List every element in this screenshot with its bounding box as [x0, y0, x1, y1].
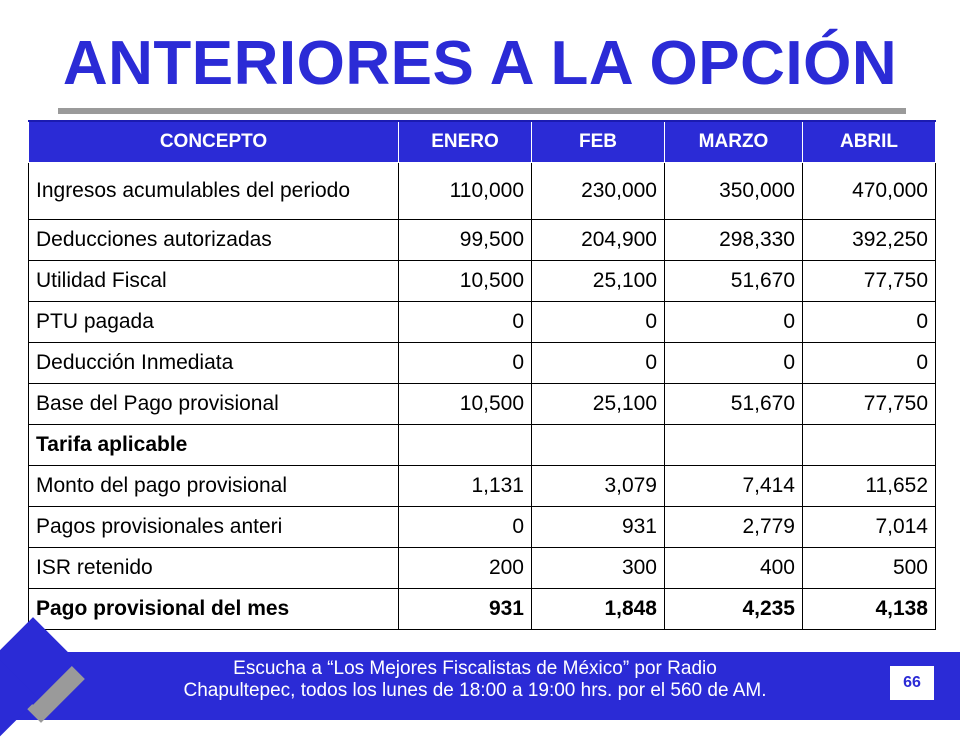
page-title: ANTERIORES A LA OPCIÓN: [62, 29, 898, 98]
row-concept: Ingresos acumulables del periodo: [29, 163, 399, 220]
cell-value: 500: [803, 548, 936, 589]
cell-value: [803, 425, 936, 466]
cell-value: 350,000: [665, 163, 803, 220]
cell-value: 10,500: [399, 261, 532, 302]
cell-value: 0: [665, 302, 803, 343]
cell-value: 2,779: [665, 507, 803, 548]
cell-value: 0: [399, 507, 532, 548]
table-row: [29, 302, 936, 343]
cell-value: 931: [399, 589, 532, 630]
page-number: 66: [888, 664, 936, 702]
header-concepto: CONCEPTO: [29, 121, 399, 163]
cell-value: 7,414: [665, 466, 803, 507]
cell-value: 51,670: [665, 261, 803, 302]
row-concept: Base del Pago provisional: [29, 384, 399, 425]
header-marzo: MARZO: [665, 121, 803, 163]
cell-value: 0: [532, 343, 665, 384]
cell-value: 4,235: [665, 589, 803, 630]
footer-line-1: Escucha a “Los Mejores Fiscalistas de México” por Radio: [233, 658, 717, 679]
tax-table: [28, 120, 936, 630]
title-divider: [58, 108, 906, 114]
row-concept: Pago provisional del mes: [29, 589, 399, 630]
cell-value: [532, 425, 665, 466]
cell-value: 230,000: [532, 163, 665, 220]
cell-value: 0: [399, 343, 532, 384]
row-concept: PTU pagada: [29, 302, 399, 343]
cell-value: 1,131: [399, 466, 532, 507]
header-feb: FEB: [532, 121, 665, 163]
row-concept: Pagos provisionales anteri: [29, 507, 399, 548]
footer-text: [80, 658, 870, 702]
cell-value: 3,079: [532, 466, 665, 507]
cell-value: 4,138: [803, 589, 936, 630]
cell-value: [665, 425, 803, 466]
table-row: [29, 343, 936, 384]
table-header-row: [29, 121, 936, 163]
cell-value: 77,750: [803, 261, 936, 302]
cell-value: 204,900: [532, 220, 665, 261]
table-row: [29, 466, 936, 507]
cell-value: 0: [665, 343, 803, 384]
cell-value: 0: [803, 302, 936, 343]
footer-line-2: Chapultepec, todos los lunes de 18:00 a 19:00 hrs. por el 560 de AM.: [183, 680, 767, 701]
cell-value: 392,250: [803, 220, 936, 261]
row-concept: Utilidad Fiscal: [29, 261, 399, 302]
table-row: [29, 425, 936, 466]
table-row: [29, 163, 936, 220]
row-concept: Monto del pago provisional: [29, 466, 399, 507]
cell-value: 400: [665, 548, 803, 589]
cell-value: 25,100: [532, 261, 665, 302]
cell-value: 1,848: [532, 589, 665, 630]
cell-value: 470,000: [803, 163, 936, 220]
header-enero: ENERO: [399, 121, 532, 163]
row-concept: Deducción Inmediata: [29, 343, 399, 384]
table-row: [29, 507, 936, 548]
table-row: [29, 589, 936, 630]
row-concept: Deducciones autorizadas: [29, 220, 399, 261]
cell-value: 7,014: [803, 507, 936, 548]
cell-value: 298,330: [665, 220, 803, 261]
cell-value: 931: [532, 507, 665, 548]
table-row: [29, 384, 936, 425]
cell-value: 0: [803, 343, 936, 384]
cell-value: 200: [399, 548, 532, 589]
cell-value: 0: [399, 302, 532, 343]
cell-value: 51,670: [665, 384, 803, 425]
row-concept: ISR retenido: [29, 548, 399, 589]
cell-value: [399, 425, 532, 466]
cell-value: 99,500: [399, 220, 532, 261]
table-row: [29, 220, 936, 261]
header-abril: ABRIL: [803, 121, 936, 163]
cell-value: 77,750: [803, 384, 936, 425]
table-row: [29, 261, 936, 302]
cell-value: 300: [532, 548, 665, 589]
cell-value: 0: [532, 302, 665, 343]
cell-value: 25,100: [532, 384, 665, 425]
row-concept: Tarifa aplicable: [29, 425, 399, 466]
table-row: [29, 548, 936, 589]
cell-value: 110,000: [399, 163, 532, 220]
cell-value: 11,652: [803, 466, 936, 507]
cell-value: 10,500: [399, 384, 532, 425]
